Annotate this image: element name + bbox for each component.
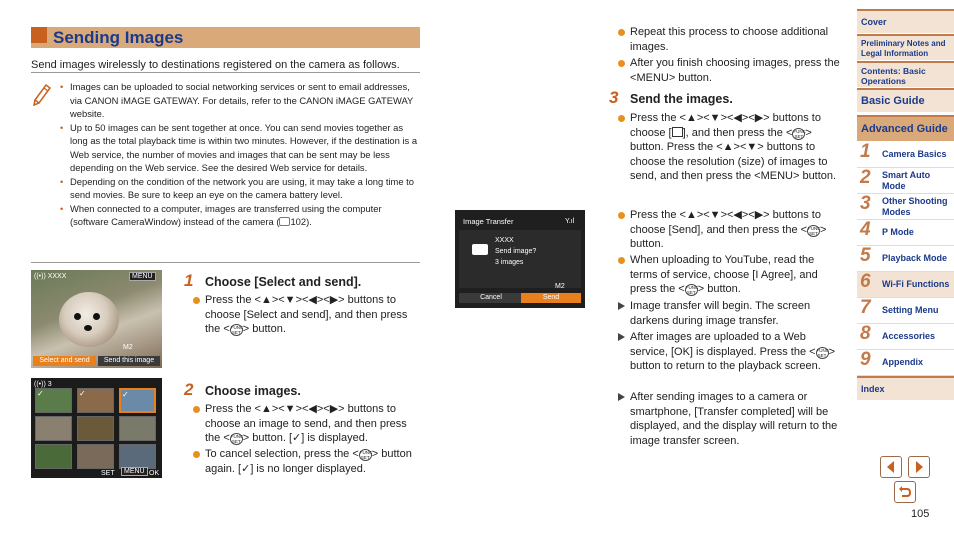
dog-eye <box>93 313 100 320</box>
func-set-icon: FUNC SET <box>816 347 830 358</box>
set-label: SET <box>101 470 115 477</box>
result-arrow <box>618 302 625 310</box>
text: > button. [ <box>242 432 293 445</box>
thumbnail <box>77 444 114 469</box>
cancel-option: Cancel <box>459 293 523 303</box>
send-icon <box>672 127 683 137</box>
text: Press the <▲><▼><◀><▶> buttons to choose [ <box>630 112 821 139</box>
note-item: • Images can be uploaded to social networking services or sent to email addresses, via CANON iMAGE GATEWAY. For details, refer to the CANON iMAGE GATEWAY website. <box>60 80 422 121</box>
menu-icon: MENU <box>636 71 669 84</box>
func-set-icon: FUNC SET <box>359 450 373 460</box>
func-set-icon: FUNC SET <box>685 285 699 296</box>
ok-label: OK <box>149 470 160 477</box>
divider <box>31 262 420 263</box>
step-instruction <box>205 447 423 476</box>
sidebar-item-contents[interactable]: Contents: Basic Operations <box>857 61 954 87</box>
size-label: M2 <box>555 283 565 290</box>
screen-title: Image Transfer <box>463 217 514 226</box>
bullet-dot <box>193 406 200 413</box>
thumbnail: ✓ <box>77 388 114 413</box>
note-text: When connected to a computer, images are transferred using the computer (software CameraWindow) instead of the camera ( <box>70 202 382 227</box>
text: ] is no longer displayed. <box>250 462 366 475</box>
result-arrow <box>618 333 625 341</box>
text: > button. <box>697 283 741 296</box>
chapter-number: 1 <box>860 141 871 162</box>
text: > button to return to the playback screen. <box>630 345 835 373</box>
menu-icon: MENU <box>760 170 793 183</box>
chapter-number: 7 <box>860 297 871 318</box>
note-item: • Depending on the condition of the network you are using, it may take a long time to send movies. Be sure to keep an eye on the camera battery level. <box>60 175 422 202</box>
note-item <box>60 202 422 229</box>
bullet-dot <box>193 451 200 458</box>
send-this-image-option: Send this image <box>98 356 160 366</box>
divider <box>31 72 420 73</box>
step-instruction <box>630 253 842 297</box>
result-text <box>630 330 842 374</box>
dog-nose <box>84 325 92 331</box>
bullet-dot <box>618 60 625 67</box>
step-instruction <box>205 402 423 446</box>
sidebar-chapter-8[interactable] <box>857 324 954 350</box>
sidebar-chapter-7[interactable] <box>857 298 954 324</box>
chapter-label: Wi-Fi Functions <box>882 279 950 289</box>
camera-screen-image-transfer <box>455 210 585 308</box>
chapter-number: 4 <box>860 219 871 240</box>
back-button[interactable] <box>894 481 916 503</box>
chapter-label: Smart Auto Mode <box>882 170 931 191</box>
chapter-number: 2 <box>860 167 871 188</box>
book-icon <box>279 217 290 226</box>
page-number: 105 <box>911 508 930 520</box>
func-set-icon: FUNC SET <box>793 128 806 139</box>
sidebar-chapter-1[interactable] <box>857 142 954 168</box>
step-instruction <box>205 293 423 337</box>
screen-label: ((•)) XXXX <box>34 273 67 280</box>
chapter-number: 9 <box>860 349 871 370</box>
select-and-send-option: Select and send <box>33 356 96 366</box>
step-title: Send the images. <box>630 92 733 106</box>
text: Press the <▲><▼><◀><▶> buttons to choose an image to send, and then press the < <box>205 403 407 445</box>
chapter-label: Setting Menu <box>882 305 939 315</box>
chapter-number: 3 <box>860 193 871 214</box>
page-title: Sending Images <box>53 28 184 47</box>
notes-list <box>60 80 422 229</box>
sidebar-item-index[interactable]: Index <box>857 376 954 400</box>
text: ] is displayed. <box>301 432 368 445</box>
bullet-dot <box>193 297 200 304</box>
sidebar-item-basic-guide[interactable]: Basic Guide <box>857 88 954 112</box>
camera-screen-select-and-send <box>31 270 162 368</box>
chapter-number: 6 <box>860 271 871 292</box>
next-page-button[interactable] <box>908 456 930 478</box>
chapter-number: 5 <box>860 245 871 266</box>
arrow-right-icon <box>912 460 926 474</box>
sidebar-chapter-2[interactable] <box>857 168 954 194</box>
arrow-left-icon <box>884 460 898 474</box>
text: > button. <box>242 323 286 336</box>
sidebar-item-preliminary[interactable]: Preliminary Notes and Legal Information <box>857 34 954 60</box>
size-label: M2 <box>123 344 133 351</box>
dog-eye <box>74 313 81 320</box>
bullet-dot <box>618 115 625 122</box>
thumbnail <box>35 416 72 441</box>
chapter-label: Appendix <box>882 357 924 367</box>
chapter-number: 8 <box>860 323 871 344</box>
text: > button. <box>630 223 827 251</box>
chapter-label: P Mode <box>882 227 914 237</box>
question: Send image? <box>495 248 537 255</box>
step-title: Choose [Select and send]. <box>205 275 362 289</box>
thumbnail <box>119 444 156 469</box>
text: Press the <▲><▼><◀><▶> buttons to choose [Send], and then press the < <box>630 209 821 236</box>
chapter-label: Camera Basics <box>882 149 947 159</box>
thumbnail <box>77 416 114 441</box>
intro-text: Send images wirelessly to destinations registered on the camera as follows. <box>31 59 400 71</box>
func-set-icon: FUNC SET <box>808 225 821 236</box>
func-set-icon: FUNC SET <box>230 434 244 445</box>
note-item: • Up to 50 images can be sent together at once. You can send movies together as long as the total playback time is within two minutes. However, if the destination is a Web service, the number of movies and images that can be sent may be less depending on the Web service. See the desired Web service for details. <box>60 121 422 175</box>
step-number: 1 <box>184 271 194 290</box>
result-text: Image transfer will begin. The screen darkens during image transfer. <box>630 300 811 327</box>
thumbnail <box>119 416 156 441</box>
text: > button. Press the <▲><▼> buttons to choose the resolution (size) of images to send, and then press the < <box>630 126 828 183</box>
instruction: Repeat this process to choose additional images. <box>630 26 829 53</box>
title-marker <box>31 27 47 43</box>
bullet-dot <box>618 257 625 264</box>
return-icon <box>898 485 912 499</box>
sidebar-chapter-9[interactable] <box>857 350 954 376</box>
text: When uploading to YouTube, read the terms of service, choose [I Agree], and press the < <box>630 254 818 296</box>
sidebar-chapter-3[interactable] <box>857 194 954 220</box>
bullet-dot <box>618 29 625 36</box>
text: After you finish choosing images, press the < <box>630 57 840 84</box>
signal-icon: Y.ıl <box>565 218 575 225</box>
text: Press the <▲><▼><◀><▶> buttons to choose [Select and send], and then press the < <box>205 294 408 336</box>
thumbnail: ✓ <box>35 388 72 413</box>
dog-photo <box>59 292 119 347</box>
note-text: 102). <box>290 216 312 227</box>
result-arrow <box>618 393 625 401</box>
step-number: 2 <box>184 380 194 399</box>
sidebar-chapter-6[interactable] <box>857 272 954 298</box>
text: After images are uploaded to a Web service, [OK] is displayed. Press the < <box>630 331 816 358</box>
sidebar-item-cover[interactable]: Cover <box>857 9 954 33</box>
chapter-label: Accessories <box>882 331 936 341</box>
result-text: After sending images to a camera or smartphone, [Transfer completed] will be displayed, and the display will return to the image transfer screen. <box>630 391 838 447</box>
image-count: 3 images <box>495 259 524 266</box>
menu-label: MENU <box>121 467 148 476</box>
step-title: Choose images. <box>205 384 301 398</box>
text: > button. <box>668 71 712 84</box>
instruction <box>630 56 845 85</box>
check-icon: ✓ <box>292 432 302 445</box>
camera-screen-choose-images <box>31 378 162 478</box>
step-instruction <box>630 208 842 252</box>
device-name: XXXX <box>495 237 514 244</box>
previous-page-button[interactable] <box>880 456 902 478</box>
menu-label: MENU <box>129 272 156 281</box>
camera-icon <box>472 244 488 255</box>
step-instruction <box>630 111 842 184</box>
thumbnail-selected: ✓ <box>119 388 156 413</box>
section-title-bar <box>31 27 420 48</box>
step-number: 3 <box>609 88 619 107</box>
sidebar-item-advanced-guide[interactable]: Advanced Guide <box>857 115 954 141</box>
send-option: Send <box>521 293 581 303</box>
text: > button. <box>792 170 837 183</box>
text: To cancel selection, press the < <box>205 448 359 460</box>
sidebar-chapter-4[interactable] <box>857 220 954 246</box>
thumbnail <box>35 444 72 469</box>
text: > button again. [ <box>205 448 412 475</box>
chapter-label: Other Shooting Modes <box>882 196 948 217</box>
bullet-dot <box>618 212 625 219</box>
count-label: ((•)) 3 <box>34 381 52 388</box>
text: ], and then press the < <box>682 126 793 139</box>
sidebar-chapter-5[interactable] <box>857 246 954 272</box>
pencil-icon <box>31 80 53 106</box>
func-set-icon: FUNC SET <box>230 325 244 336</box>
chapter-label: Playback Mode <box>882 253 948 263</box>
check-icon: ✓ <box>241 462 251 475</box>
